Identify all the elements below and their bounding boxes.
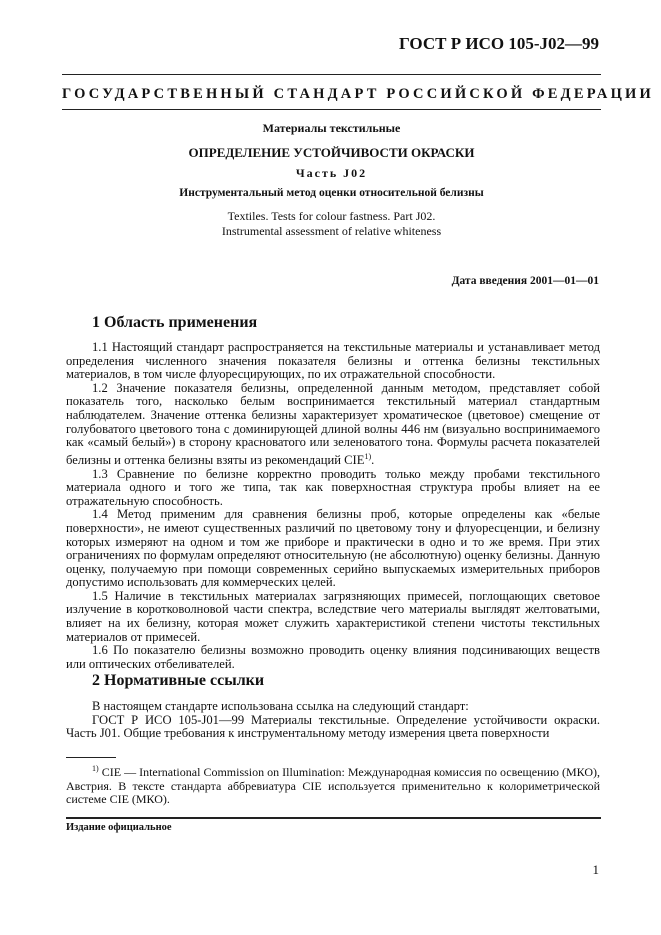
title-subtitle: Инструментальный метод оценки относительной белизны [179, 187, 484, 199]
section-2-heading: 2 Нормативные ссылки [92, 672, 265, 689]
footnote-ref[interactable]: 1) [364, 451, 372, 461]
paragraph-2-intro: В настоящем стандарте использована ссылка на следующий стандарт: [92, 699, 469, 713]
divider [62, 109, 601, 110]
paragraph-1-2 [66, 382, 600, 468]
section-1-body [66, 341, 600, 671]
english-title-2: Instrumental assessment of relative whiteness [221, 224, 442, 238]
title-line-2: ОПРЕДЕЛЕНИЕ УСТОЙЧИВОСТИ ОКРАСКИ [188, 145, 475, 160]
paragraph-1-3: 1.3 Сравнение по белизне корректно проводить только между пробами текстильного материала одного и того же типа, так как поверхностная структура пробы влияет на ее отражательную способность. [66, 466, 600, 508]
paragraph-2-reference: ГОСТ Р ИСО 105-J01—99 Материалы текстильные. Определение устойчивости окраски. Часть J01. Общие требования к инструментальному методу измерения цвета поверхности [66, 712, 600, 741]
footer-divider [66, 817, 601, 819]
paragraph-1-1: 1.1 Настоящий стандарт распространяется на текстильные материалы и устанавливает метод определения численного значения показателя белизны и оттенка белизны текстильных материалов, в том числе флуоресцирующих, по их отражательной способности. [66, 340, 600, 382]
paragraph-1-6: 1.6 По показателю белизны возможно проводить оценку влияния подсинивающих веществ или оптических отбеливателей. [66, 643, 600, 671]
english-title-1: Textiles. Tests for colour fastness. Part J02. [227, 209, 436, 223]
document-code: ГОСТ Р ИСО 105-J02—99 [399, 34, 599, 53]
period: . [371, 452, 375, 467]
page-number: 1 [592, 862, 599, 877]
paragraph-text: 1.2 Значение показателя белизны, определенной данным методом, представляет собой показатель того, насколько белым воспринимается текстильный материал стандартным наблюдателем. Значение оттенка белизны характеризует хроматическое (цветовое) смещение от голубоватого цветового тона с доминирующей длиной волны 446 нм (визуально воспринимаемого как «самый белый») в сторону красноватого или зеленоватого тона. Формулы расчета показателей белизны и оттенка белизны взяты из рекомендаций CIE [66, 380, 600, 467]
section-2-body [66, 700, 600, 741]
footnote [66, 762, 600, 807]
section-1-heading: 1 Область применения [92, 314, 258, 331]
introduction-date: Дата введения 2001—01—01 [451, 275, 599, 287]
footnote-divider [66, 757, 116, 758]
official-edition-label: Издание официальное [66, 822, 172, 833]
state-standard-title: ГОСУДАРСТВЕННЫЙ СТАНДАРТ РОССИЙСКОЙ ФЕДЕРАЦИИ [62, 86, 655, 102]
title-part: Часть J02 [295, 166, 368, 180]
paragraph-1-5: 1.5 Наличие в текстильных материалах загрязняющих примесей, поглощающих световое излучение в коротковолновой части спектра, вследствие чего материалы выглядят желтоватыми, влияет на их белизну, которая может служить характеристикой степени чистоты текстильных материалов от примесей. [66, 588, 600, 644]
footnote-mark: 1) [92, 764, 99, 773]
paragraph-1-4: 1.4 Метод применим для сравнения белизны проб, которые определены как «белые поверхности», не имеют существенных различий по цветовому тону и флуоресценции, и белизну которых измеряют на одном и том же приборе и практически в одно и то же время. При этих ограничениях по формулам определяют относительную (не абсолютную) оценку белизны. Данную оценку, получаемую при помощи современных серийно выпускаемых измерительных приборов допустимо использовать для коммерческих целей. [66, 507, 600, 590]
footnote-text: CIE — International Commission on Illumination: Международная комиссия по освещению (МКО), Австрия. В тексте стандарта аббревиатура CIE используется применительно к колориметрической системе CIE (МКО). [66, 765, 600, 806]
divider [62, 74, 601, 75]
title-line-1: Материалы текстильные [262, 121, 401, 135]
